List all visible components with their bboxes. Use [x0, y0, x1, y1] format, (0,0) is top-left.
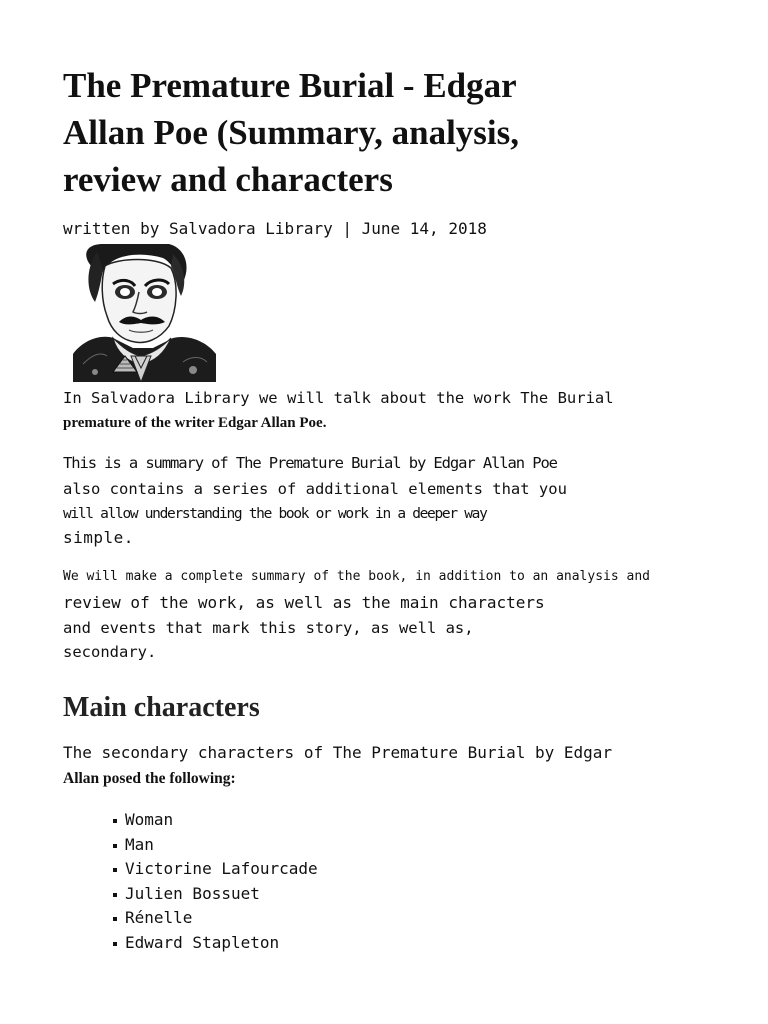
para2-line-4: simple. — [63, 528, 134, 547]
list-item — [113, 833, 318, 858]
intro-line-2: premature of the writer Edgar Allan Poe. — [63, 415, 327, 431]
bullet-icon — [113, 868, 117, 872]
list-item — [113, 931, 318, 956]
section-intro-line-2: Allan posed the following: — [63, 770, 236, 787]
bullet-icon — [113, 942, 117, 946]
bullet-icon — [113, 893, 117, 897]
para2-line-1: This is a summary of The Premature Burial by Edgar Allan Poe — [63, 454, 557, 472]
poe-portrait-image — [73, 244, 216, 382]
character-name: Woman — [125, 810, 174, 829]
para3-line-4: secondary. — [63, 643, 157, 661]
list-item — [113, 857, 318, 882]
section-intro-line-1: The secondary characters of The Premature Burial by Edgar — [63, 743, 613, 762]
para2-line-3: will allow understanding the book or work in a deeper way — [63, 506, 487, 522]
list-item — [113, 906, 318, 931]
character-name: Edward Stapleton — [125, 932, 280, 952]
characters-list — [113, 808, 318, 955]
character-name: Rénelle — [125, 908, 193, 927]
para3-line-2: review of the work, as well as the main characters — [63, 593, 545, 612]
character-name: Man — [125, 834, 154, 854]
character-name: Victorine Lafourcade — [125, 859, 318, 878]
article-byline: written by Salvadora Library | June 14, 2018 — [63, 219, 487, 238]
article-title: The Premature Burial - Edgar Allan Poe (Summary, analysis, review and characters — [63, 66, 520, 199]
bullet-icon — [113, 844, 117, 848]
para3-line-3: and events that mark this story, as well as, — [63, 619, 474, 637]
character-name: Julien Bossuet — [125, 883, 260, 903]
para2-line-2: also contains a series of additional elements that you — [63, 480, 567, 498]
list-item — [113, 808, 318, 833]
bullet-icon — [113, 819, 117, 823]
section-heading: Main characters — [63, 692, 260, 723]
intro-line-1: In Salvadora Library we will talk about the work The Burial — [63, 389, 614, 407]
bullet-icon — [113, 917, 117, 921]
list-item — [113, 882, 318, 907]
para3-line-1: We will make a complete summary of the book, in addition to an analysis and — [63, 569, 650, 584]
